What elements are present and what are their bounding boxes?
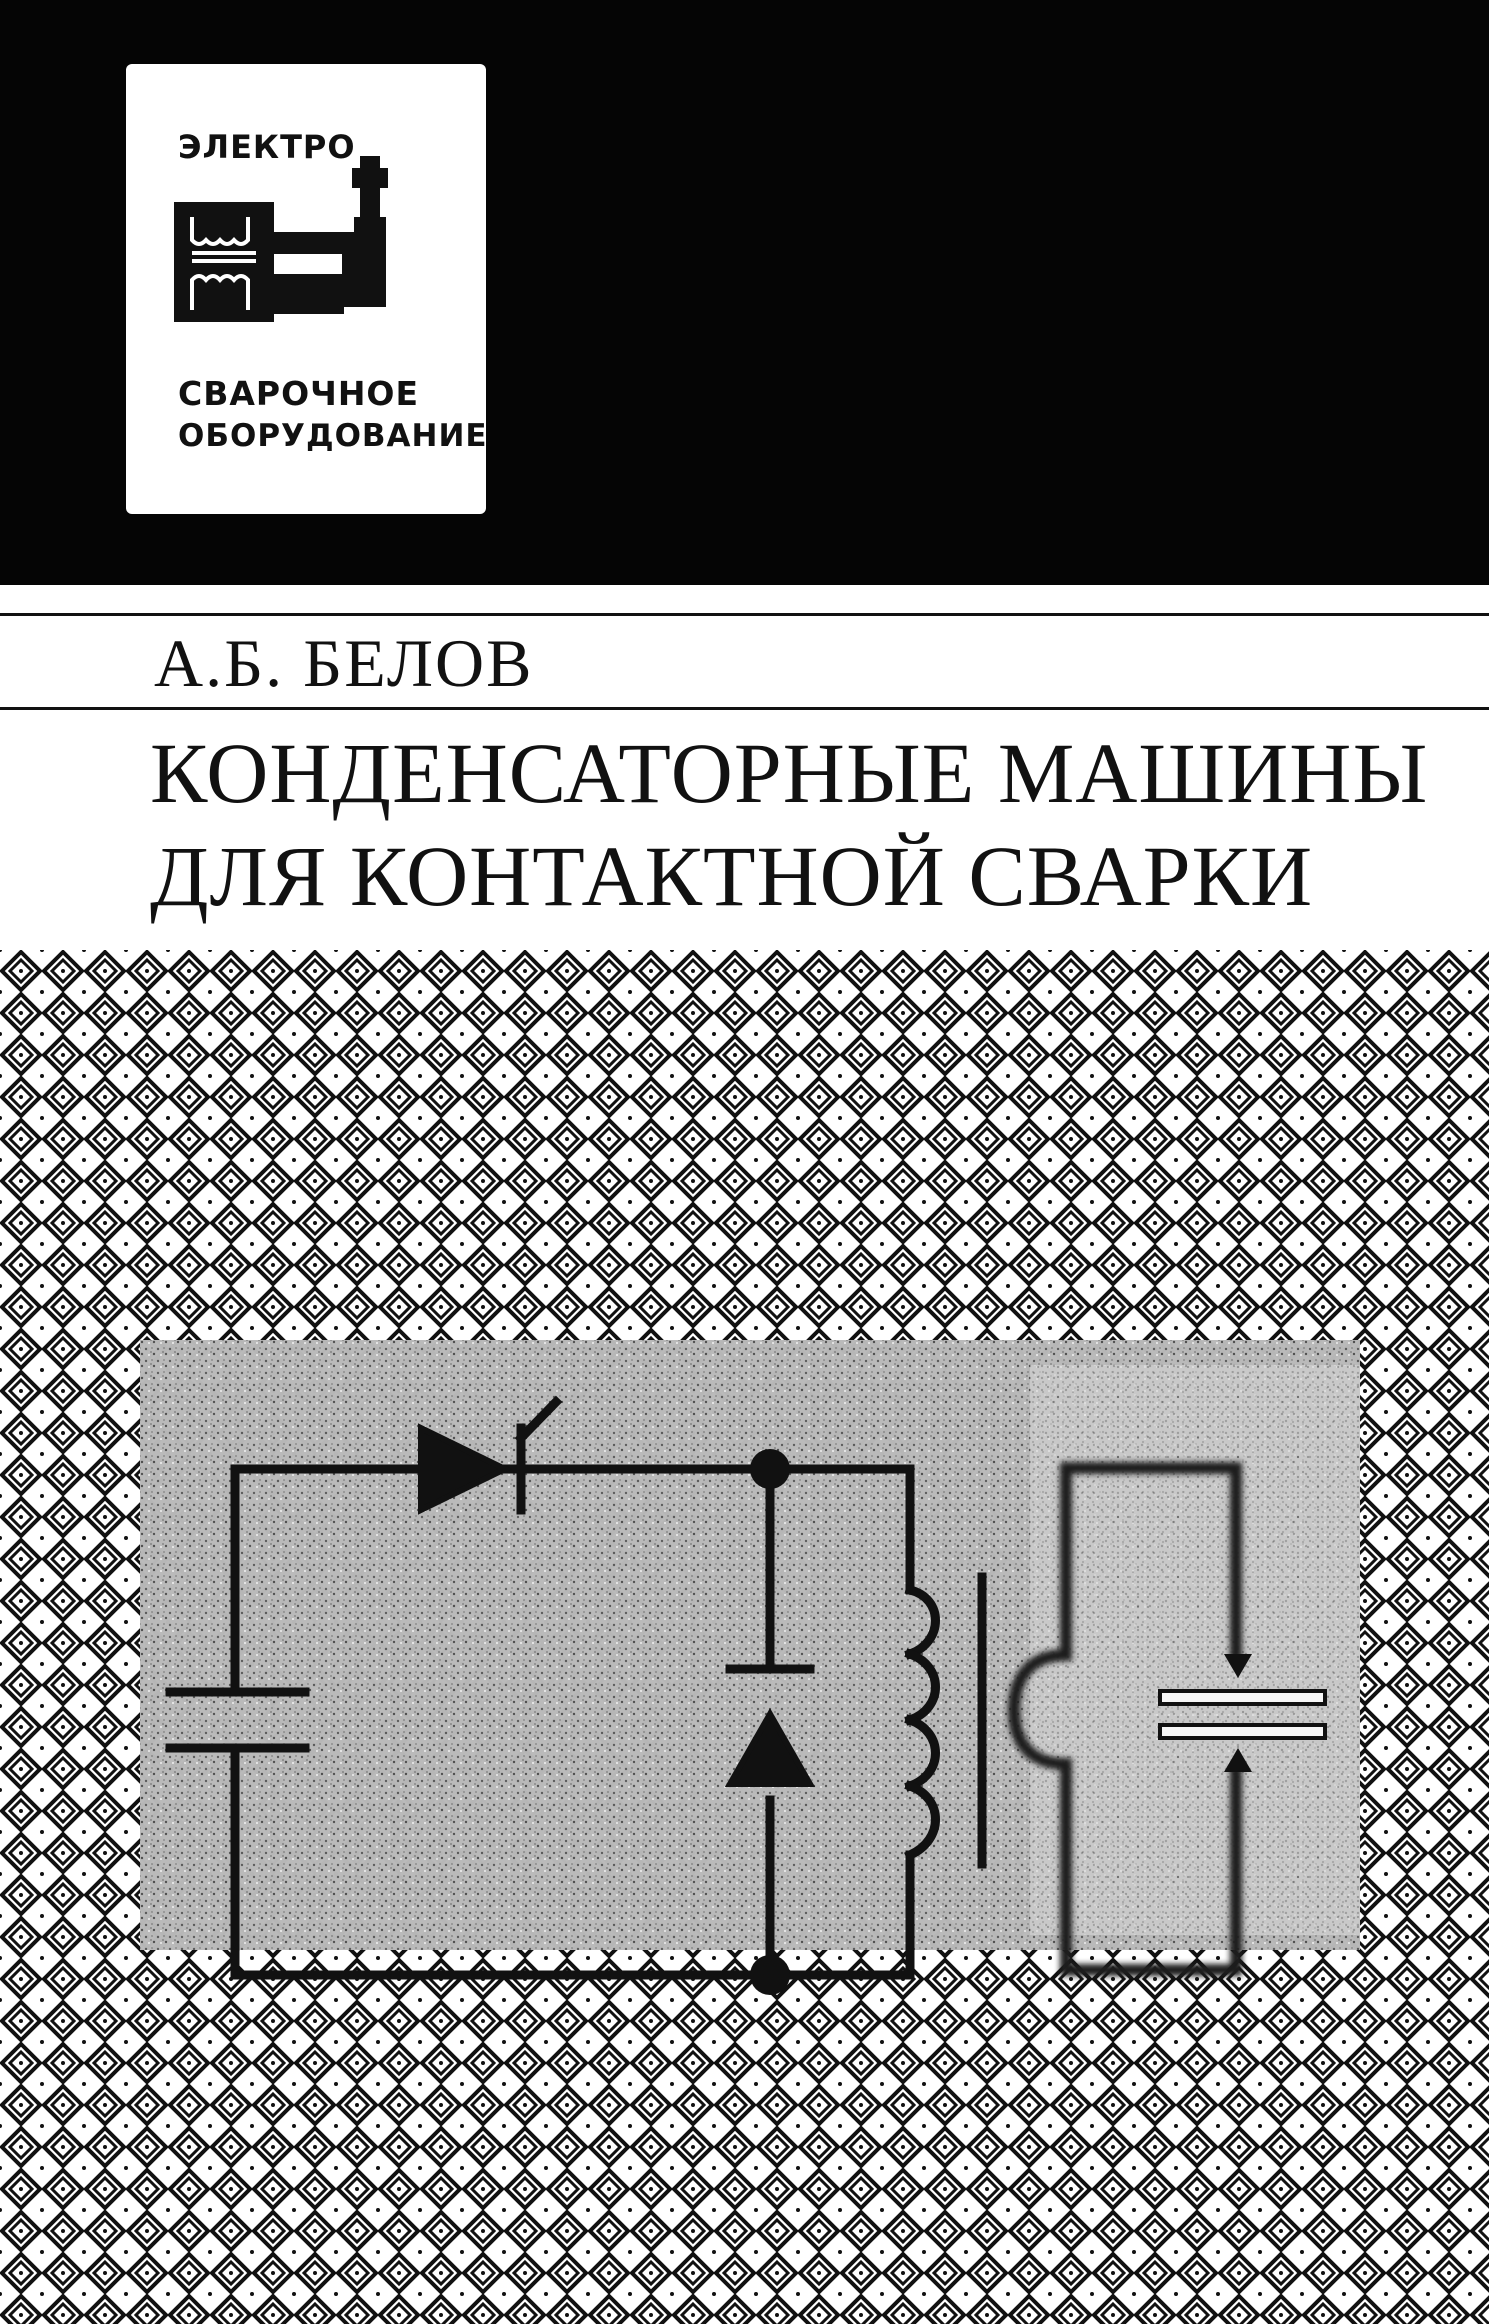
book-title-line1: КОНДЕНСАТОРНЫЕ МАШИНЫ (150, 725, 1429, 821)
book-title-line2: ДЛЯ КОНТАКТНОЙ СВАРКИ (150, 828, 1314, 924)
cover-illustration (0, 950, 1489, 2324)
author-top-rule (0, 613, 1489, 616)
author-bottom-rule (0, 707, 1489, 710)
series-label-line2: ОБОРУДОВАНИЕ (178, 418, 488, 454)
series-label-line1: СВАРОЧНОЕ (178, 374, 420, 413)
top-black-band (0, 0, 1489, 585)
circuit-node-top (750, 1449, 790, 1489)
author-name: А.Б. БЕЛОВ (154, 625, 534, 701)
circuit-node-bottom (750, 1955, 790, 1995)
welding-transformer-icon (174, 132, 454, 372)
series-label-top: ЭЛЕКТРО (178, 128, 356, 166)
series-badge (126, 64, 486, 514)
